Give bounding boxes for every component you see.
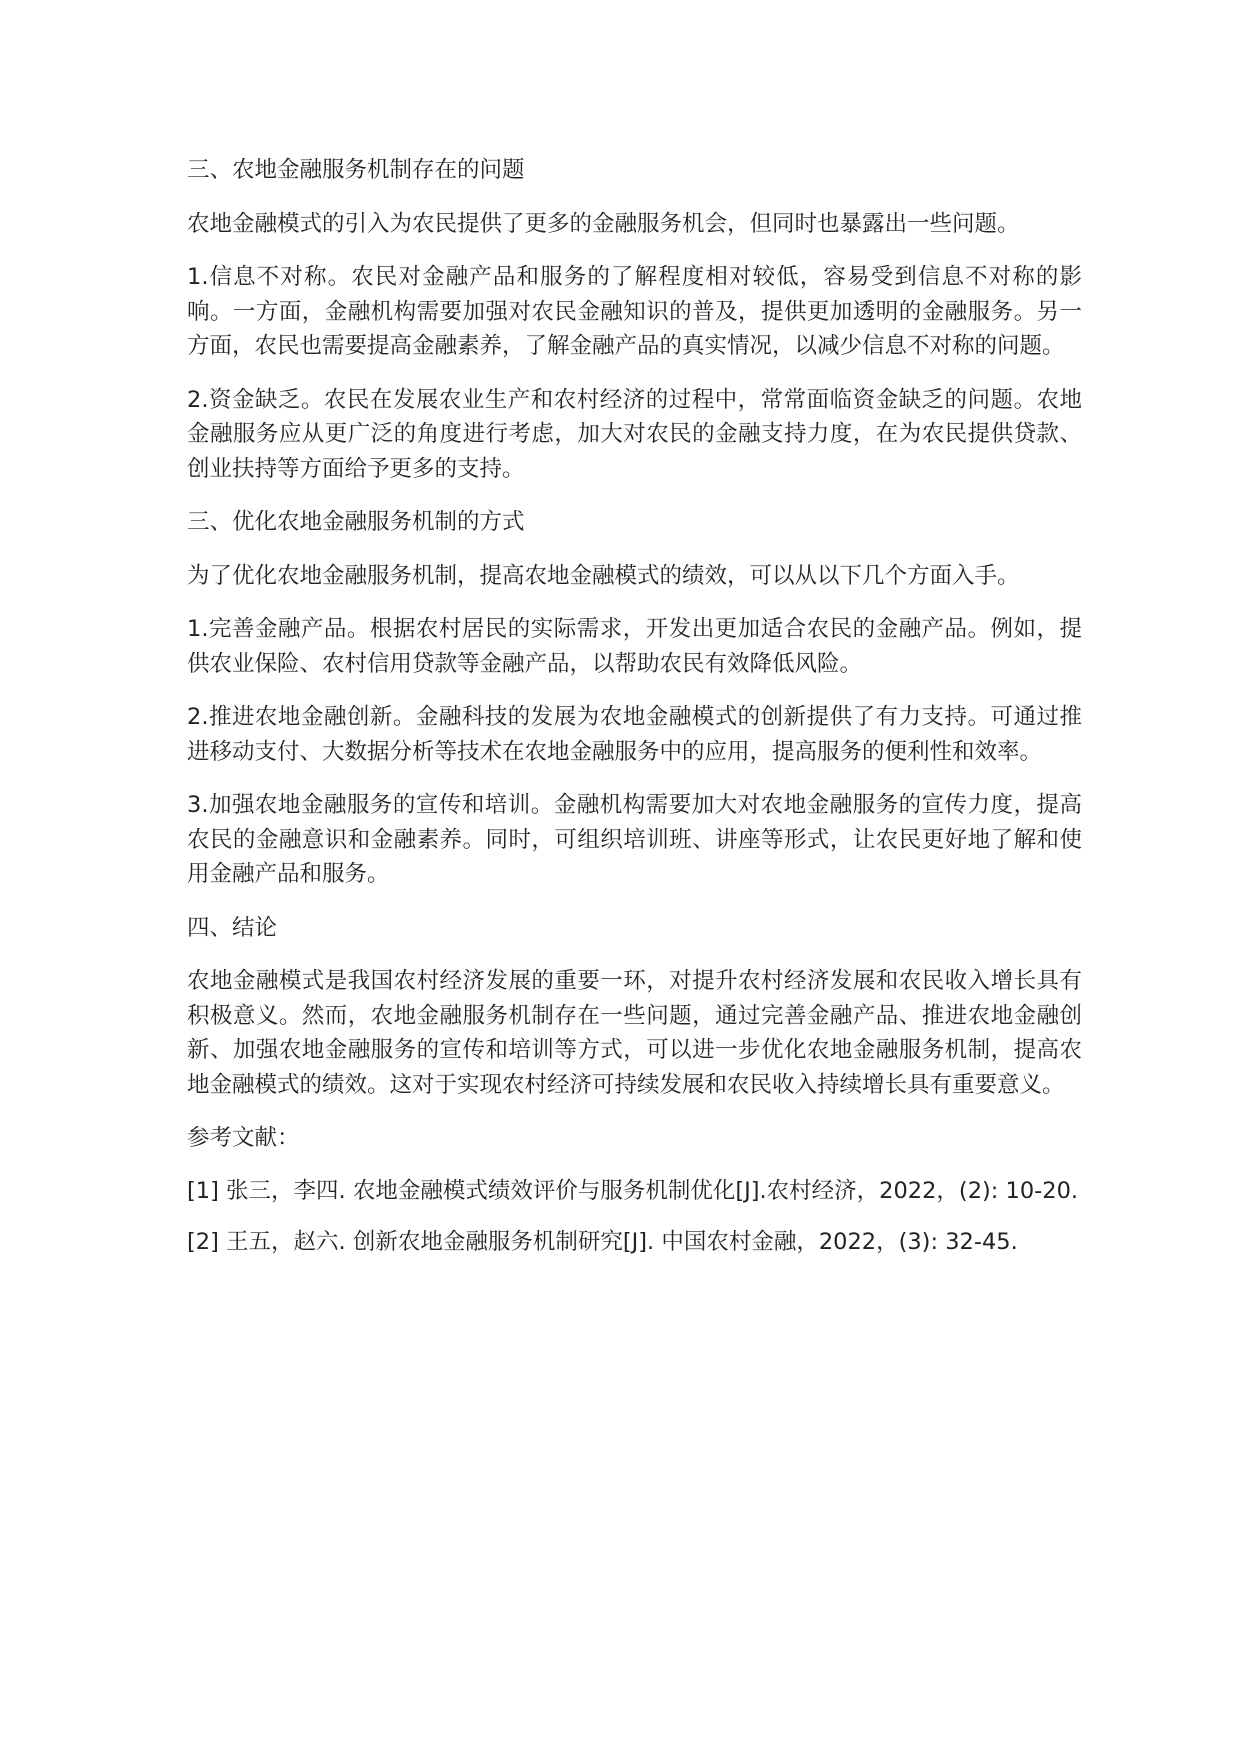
reference-item: [2] 王五，赵六. 创新农地金融服务机制研究[J]. 中国农村金融，2022，(3): 32-45. — [187, 1228, 1018, 1255]
document-body — [187, 153, 1082, 1277]
paragraph: 农地金融模式是我国农村经济发展的重要一环，对提升农村经济发展和农民收入增长具有积极意义。然而，农地金融服务机制存在一些问题，通过完善金融产品、推进农地金融创新、加强农地金融服务的宣传和培训等方式，可以进一步优化农地金融服务机制，提高农地金融模式的绩效。这对于实现农村经济可持续发展和农民收入持续增长具有重要意义。 — [187, 968, 1082, 1098]
paragraph: 2.推进农地金融创新。金融科技的发展为农地金融模式的创新提供了有力支持。可通过推进移动支付、大数据分析等技术在农地金融服务中的应用，提高服务的便利性和效率。 — [187, 704, 1082, 765]
paragraph: 1.信息不对称。农民对金融产品和服务的了解程度相对较低，容易受到信息不对称的影响。一方面，金融机构需要加强对农民金融知识的普及，提供更加透明的金融服务。另一方面，农民也需要提高金融素养，了解金融产品的真实情况，以减少信息不对称的问题。 — [187, 264, 1082, 359]
paragraph: 1.完善金融产品。根据农村居民的实际需求，开发出更加适合农民的金融产品。例如，提供农业保险、农村信用贷款等金融产品，以帮助农民有效降低风险。 — [187, 616, 1082, 677]
section-problems — [187, 153, 1082, 486]
section-optimization — [187, 505, 1082, 892]
section-heading: 三、优化农地金融服务机制的方式 — [187, 509, 525, 535]
section-conclusion — [187, 911, 1082, 1103]
section-heading: 三、农地金融服务机制存在的问题 — [187, 157, 525, 183]
paragraph: 3.加强农地金融服务的宣传和培训。金融机构需要加大对农地金融服务的宣传力度，提高农民的金融意识和金融素养。同时，可组织培训班、讲座等形式，让农民更好地了解和使用金融产品和服务。 — [187, 792, 1082, 887]
reference-item: [1] 张三，李四. 农地金融模式绩效评价与服务机制优化[J].农村经济，2022，(2): 10-20. — [187, 1177, 1079, 1204]
paragraph: 农地金融模式的引入为农民提供了更多的金融服务机会，但同时也暴露出一些问题。 — [187, 210, 1020, 237]
references-heading: 参考文献： — [187, 1125, 300, 1151]
paragraph: 2.资金缺乏。农民在发展农业生产和农村经济的过程中，常常面临资金缺乏的问题。农地金融服务应从更广泛的角度进行考虑，加大对农民的金融支持力度，在为农民提供贷款、创业扶持等方面给予更多的支持。 — [187, 386, 1082, 482]
references — [187, 1121, 1082, 1258]
paragraph: 为了优化农地金融服务机制，提高农地金融模式的绩效，可以从以下几个方面入手。 — [187, 562, 1020, 589]
section-heading: 四、结论 — [187, 914, 278, 941]
